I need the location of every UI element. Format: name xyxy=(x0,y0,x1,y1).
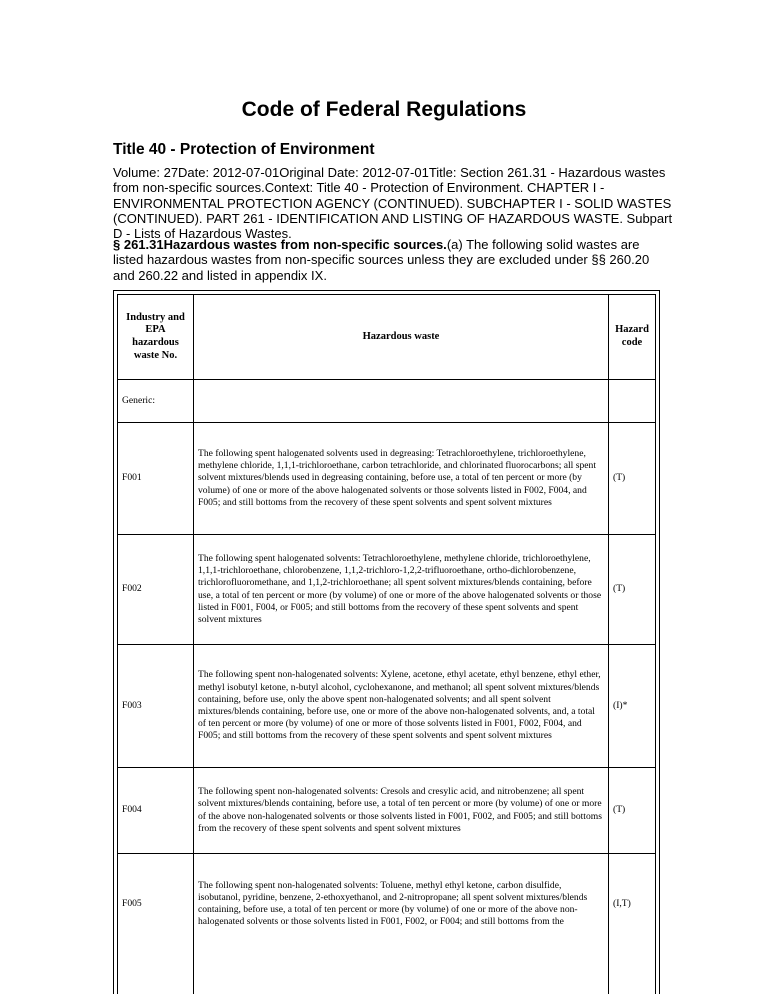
page-title: Code of Federal Regulations xyxy=(241,98,527,121)
header-hazardous-waste: Hazardous waste xyxy=(362,330,440,342)
waste-code-f001: F001 xyxy=(122,472,142,484)
waste-code-f004: F004 xyxy=(122,804,142,816)
title-heading: Title 40 - Protection of Environment xyxy=(113,141,375,158)
hazard-code-f005: (I,T) xyxy=(613,897,631,909)
waste-code-f002: F002 xyxy=(122,583,142,595)
section-intro xyxy=(113,237,673,283)
hazard-code-f001: (T) xyxy=(613,472,626,484)
waste-code-f003: F003 xyxy=(122,699,142,711)
group-label-generic: Generic: xyxy=(122,394,156,406)
waste-description-f001: The following spent halogenated solvents used in degreasing: Tetrachloroethylene, trichloroethylene, methylene chloride, 1,1,1-trichloroethane, carbon tetrachloride, and chlorinated fluorocarbons; all spent solvent mixtures/blends used in degreasing containing, before use, a total of ten percent or more (by volume) of one or more of the above halogenated solvents or those solvents listed in F002, F004, and F005; and still bottoms from the recovery of these spent solvents and spent solvent mixtures xyxy=(198,447,596,508)
section-heading: § 261.31Hazardous wastes from non-specific sources. xyxy=(113,237,447,252)
waste-description-f004: The following spent non-halogenated solvents: Cresols and cresylic acid, and nitrobenzene; all spent solvent mixtures/blends containing, before use, a total of ten percent or more (by volume) of one or more of the above non-halogenated solvents or those solvents listed in F001, F002, and F005; and still bottoms from the recovery of these spent solvents and spent solvent mixtures xyxy=(198,786,602,834)
header-hazard-code: Hazard code xyxy=(615,324,649,348)
waste-code-f005: F005 xyxy=(122,897,142,909)
table-grid xyxy=(117,294,656,994)
hazard-code-f004: (T) xyxy=(613,804,626,816)
section-text: (a) The following solid wastes are listed hazardous wastes from non-specific sources unless they are excluded under §§ 260.20 and 260.22 and listed in appendix IX. xyxy=(113,237,650,283)
hazard-code-f002: (T) xyxy=(613,583,626,595)
hazard-code-f003: (I)* xyxy=(613,699,628,711)
waste-description-f005: The following spent non-halogenated solvents: Toluene, methyl ethyl ketone, carbon disulfide, isobutanol, pyridine, benzene, 2-ethoxyethanol, and 2-nitropropane; all spent solvent mixtures/blends containing, before use, a total of ten percent or more (by volume) of one or more of the above non-halogenated solvents or those solvents listed in F001, F002, or F004; and still bottoms from the xyxy=(198,879,588,928)
document-metadata: Volume: 27Date: 2012-07-01Original Date: 2012-07-01Title: Section 261.31 - Hazardous wastes from non-specific sources.Context: Title 40 - Protection of Environment. CHAPTER I - ENVIRONMENTAL PROTECTION AGENCY (CONTINUED). SUBCHAPTER I - SOLID WASTES (CONTINUED). PART 261 - IDENTIFICATION AND LISTING OF HAZARDOUS WASTE. Subpart D - Lists of Hazardous Wastes. xyxy=(113,165,673,242)
waste-description-f002: The following spent halogenated solvents: Tetrachloroethylene, methylene chloride, trichloroethylene, 1,1,1-trichloroethane, chlorobenzene, 1,1,2-trichloro-1,2,2-trifluoroethane, ortho-dichlorobenzene, trichlorofluoromethane, and 1,1,2-trichloroethane; all spent solvent mixtures/blends containing, before use, a total of ten percent or more (by volume) of one or more of the above halogenated solvents or those listed in F001, F004, or F005; and still bottoms from the recovery of these spent solvents and spent solvent mixtures xyxy=(198,552,602,625)
row-divider xyxy=(118,379,655,380)
waste-description-f003: The following spent non-halogenated solvents: Xylene, acetone, ethyl acetate, ethyl benzene, ethyl ether, methyl isobutyl ketone, n-butyl alcohol, cyclohexanone, and methanol; all spent solvent mixtures/blends containing, before use, only the above spent non-halogenated solvents; and all spent solvent mixtures/blends containing, before use, one or more of the above non-halogenated solvents, and, a total of ten percent or more (by volume) of one or more of those solvents listed in F001, F002, F004, and F005; and still bottoms from the recovery of these spent solvents and spent solvent mixtures xyxy=(198,669,601,742)
hazardous-waste-table xyxy=(113,290,660,994)
header-industry-epa-no: Industry and EPA hazardous waste No. xyxy=(126,311,185,361)
